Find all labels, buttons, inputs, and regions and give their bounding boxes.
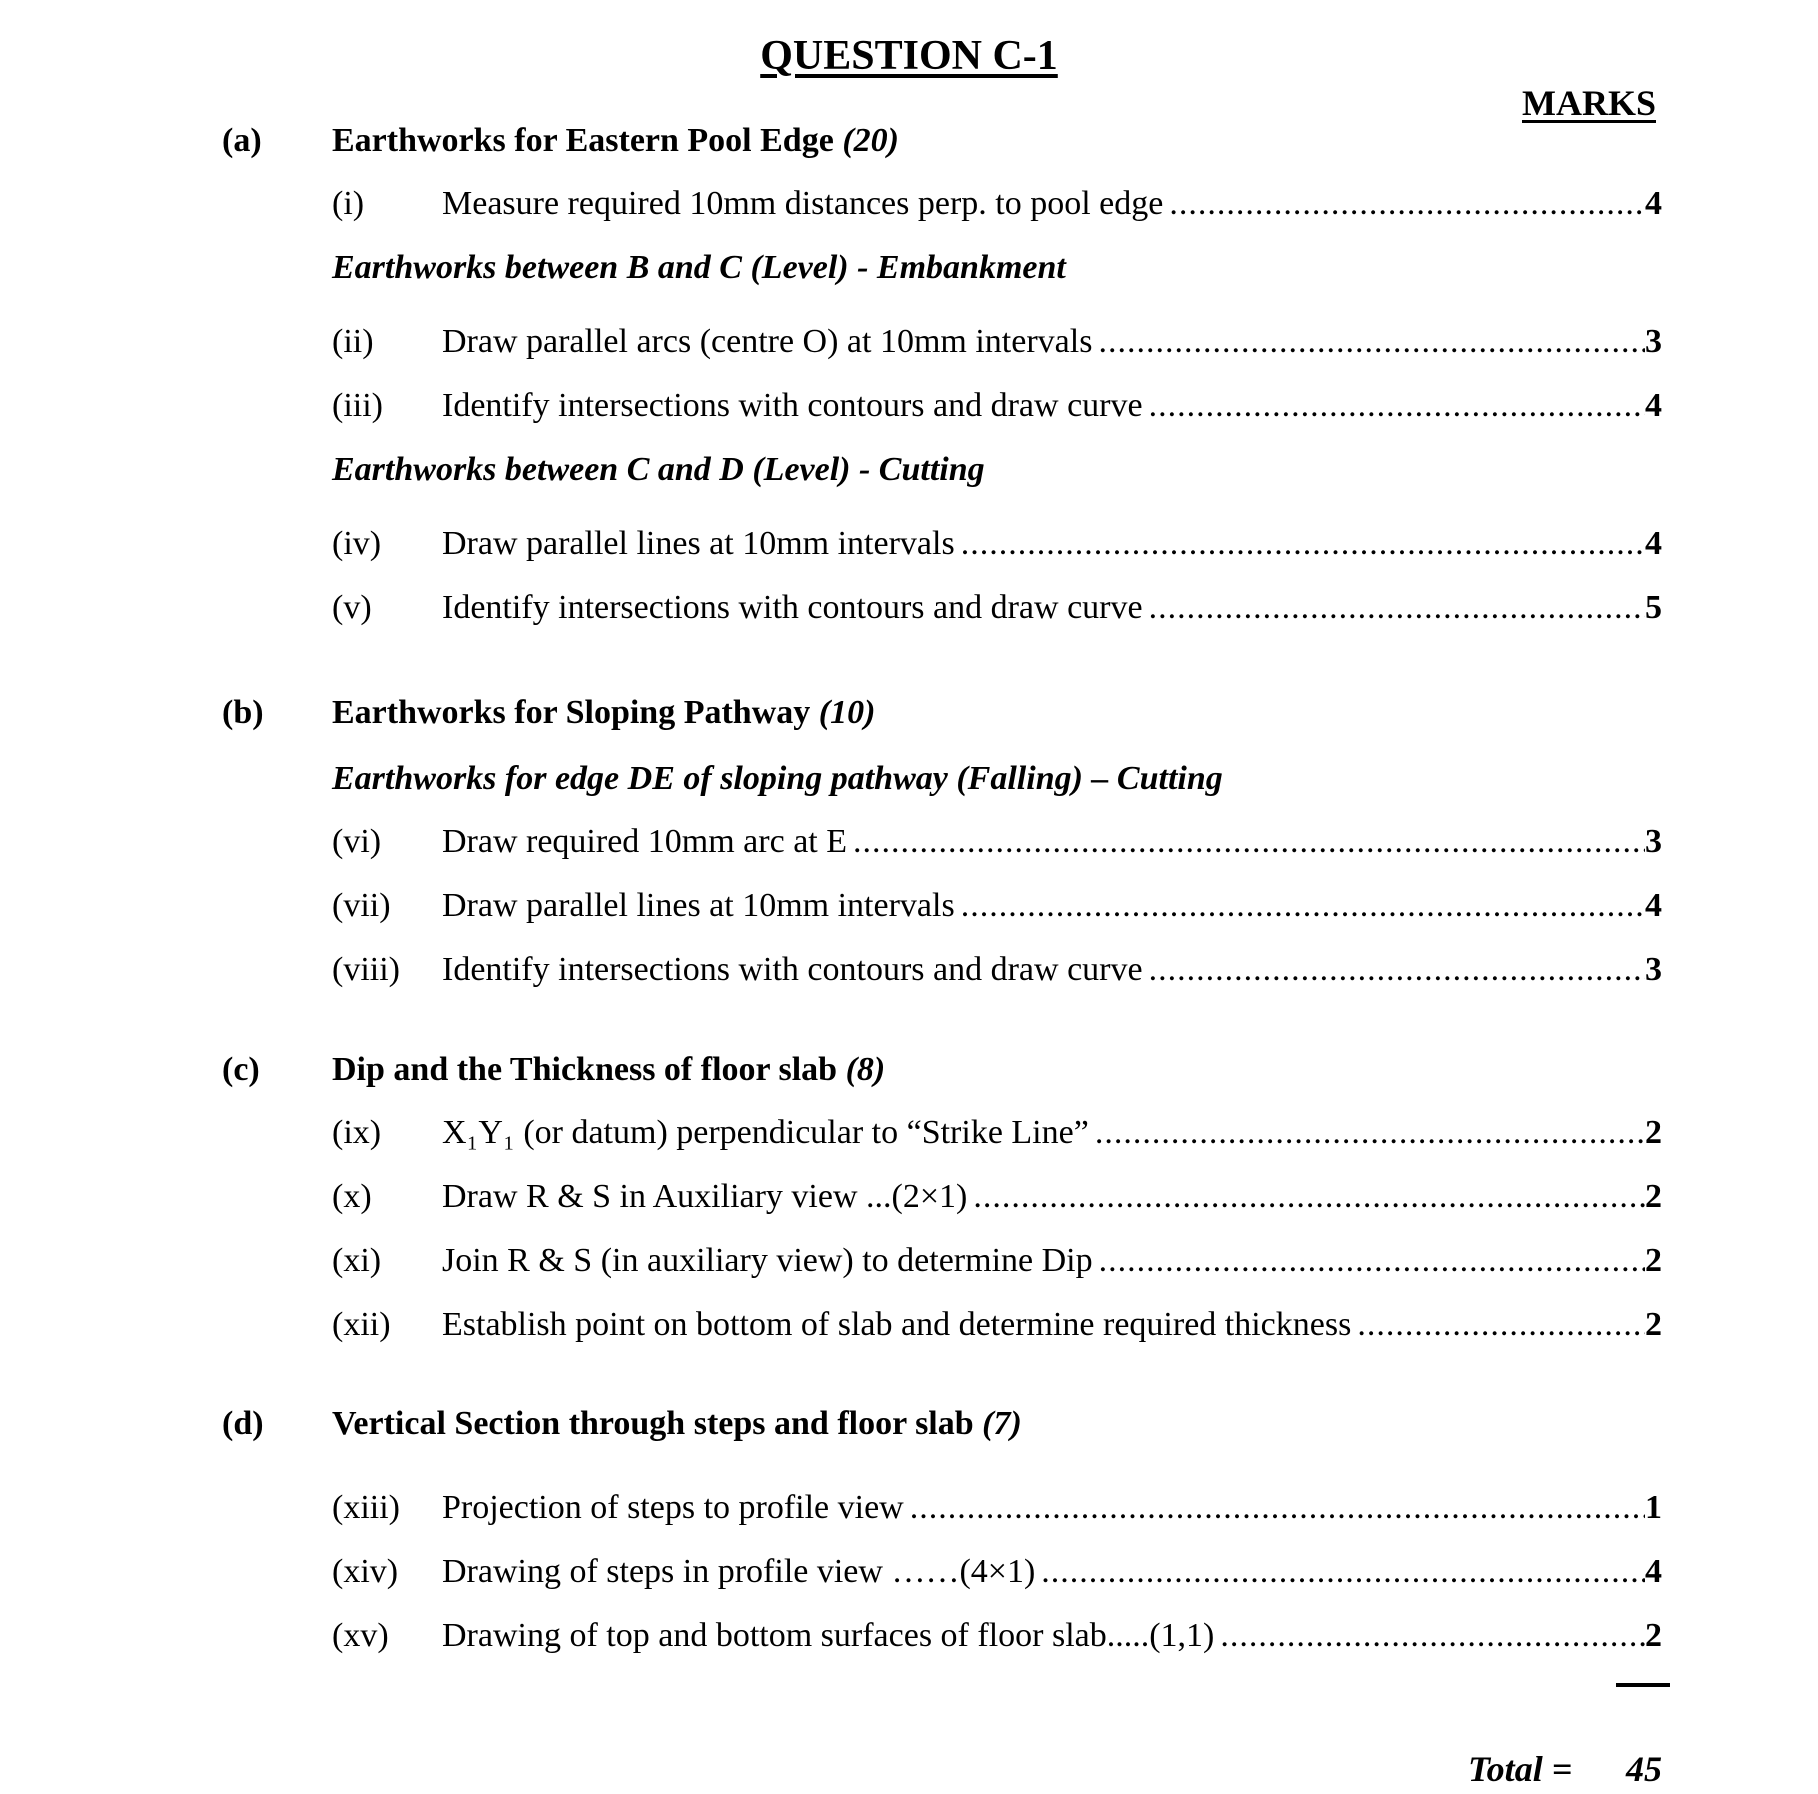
total-rule	[1616, 1683, 1670, 1687]
total-label: Total =	[1468, 1749, 1573, 1789]
list-item: (ix) X₁Y₁ (or datum) perpendicular to “Strike Line” ..... 2	[332, 1114, 1662, 1158]
list-item: (v) Identify intersections with contours and draw curve ..... 5	[332, 589, 1662, 633]
section-a-label: (a)	[222, 122, 262, 159]
list-item: (iv) Draw parallel lines at 10mm intervals ..... 4	[332, 525, 1662, 569]
list-item: (vii) Draw parallel lines at 10mm intervals ..... 4	[332, 887, 1662, 931]
list-item: (xii) Establish point on bottom of slab and determine required thickness ..... 2	[332, 1306, 1662, 1350]
section-a-title: Earthworks for Eastern Pool Edge (20)	[332, 122, 899, 159]
list-item: (iii) Identify intersections with contours and draw curve ..... 4	[332, 387, 1662, 431]
section-b-title: Earthworks for Sloping Pathway (10)	[332, 694, 876, 731]
section-d-label: (d)	[222, 1405, 264, 1442]
section-b-label: (b)	[222, 694, 264, 731]
marks-header: MARKS	[1522, 83, 1656, 123]
list-item: (vi) Draw required 10mm arc at E ..... 3	[332, 823, 1662, 867]
list-item: (i) Measure required 10mm distances perp. to pool edge ..... 4	[332, 185, 1662, 229]
list-item: (xiii) Projection of steps to profile view ..... 1	[332, 1489, 1662, 1533]
list-item: (xv) Drawing of top and bottom surfaces of floor slab.....(1,1) ..... 2	[332, 1617, 1662, 1661]
section-c-label: (c)	[222, 1051, 260, 1088]
list-item: (ii) Draw parallel arcs (centre O) at 10mm intervals ..... 3	[332, 323, 1662, 367]
list-item: (x) Draw R & S in Auxiliary view ...(2×1) ..... 2	[332, 1178, 1662, 1222]
subheading-embankment: Earthworks between B and C (Level) - Embankment	[332, 249, 1066, 286]
subheading-de-cutting: Earthworks for edge DE of sloping pathway (Falling) – Cutting	[332, 760, 1223, 797]
list-item: (xiv) Drawing of steps in profile view ……(4×1) ..... 4	[332, 1553, 1662, 1597]
section-c-title: Dip and the Thickness of floor slab (8)	[332, 1051, 886, 1088]
total-value: 45	[1626, 1749, 1662, 1789]
list-item: (viii) Identify intersections with contours and draw curve ..... 3	[332, 951, 1662, 995]
list-item: (xi) Join R & S (in auxiliary view) to determine Dip ..... 2	[332, 1242, 1662, 1286]
page-title: QUESTION C-1	[760, 33, 1058, 79]
section-d-title: Vertical Section through steps and floor slab (7)	[332, 1405, 1022, 1442]
subheading-cutting: Earthworks between C and D (Level) - Cutting	[332, 451, 985, 488]
